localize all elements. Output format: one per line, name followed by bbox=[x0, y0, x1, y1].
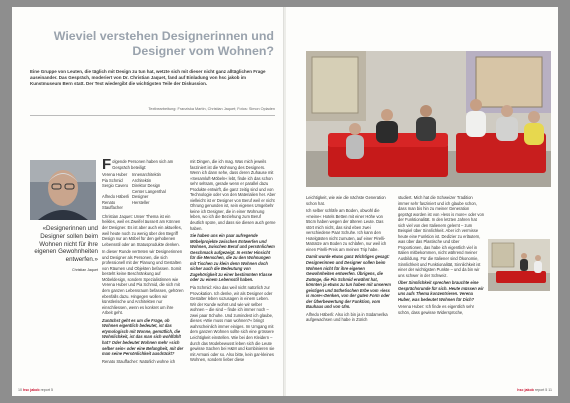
footer-left bbox=[18, 388, 53, 392]
left-page bbox=[12, 7, 284, 396]
photo-credit: Textbearbeitung: Franziska Martin, Christian Jaquet; Fotos: Simon Opladen bbox=[148, 107, 275, 111]
paragraph: Christian Jaquet: Unser Thema ist ein heikles, weil es Zweifel äussert am Können der Designer. Es ist aber auch ein aktuelles, weil heute noch zu wenig über den Begriff Design nur an Möbel für den gehobenen Lebensstil oder an Statusprodukte denken. bbox=[102, 213, 182, 247]
participant-role: Center Langenthal bbox=[132, 188, 166, 194]
participant-name: Renato Stauffacher bbox=[102, 199, 123, 211]
page-number: 10 bbox=[18, 388, 22, 392]
page-number: 11 bbox=[548, 388, 552, 392]
text-column-4 bbox=[398, 195, 484, 317]
pull-quote-author: Christian Jaquet bbox=[72, 268, 98, 272]
discussion-image bbox=[306, 51, 551, 187]
paragraph: Alfredo Häberli: Also ich bin ja in Südamerika aufgewachsen und habe in Zürich bbox=[306, 311, 388, 323]
pull-quote: «Designerinnen und Designer sollen beim Wohnen nicht für ihre eigenen Gewohnheiten entwerfen.» bbox=[34, 225, 98, 264]
participant-name: Sergio Cavero bbox=[102, 183, 129, 189]
portrait-image bbox=[30, 160, 96, 220]
paragraph: Pia Schmid: Also das weil nicht natürlich zur Provokation. Ich denke, wir als Designer oder Gestalter leben sozusagen in einem Leben. Wir der Kunde wohnt und wie wir selber wohnen – die sind – finde ich immer noch – zwei paar Schuhe. Und zumindest ich glaube, dieses »Wie muss man wohnen?« bringt wahrscheinlich immer einiges. Im Umgang mit dem ganzen Wohnen sollte sich eine grössere Leichtigkeit einstellen. Wie bei den Kleidern – durch das Modebewusst leben sich die Leute gewisse Sachen bei H&M und kombinieren sie mit Armani oder so. Also bitte, kein gar-kleines Wohnen, sondern lieber diese bbox=[190, 285, 275, 363]
question: Sie haben uns ein paar aufregende Möbelprojekte zwischen Entwerfen und Wohnen, zwischen Beruf und persönlichem Geschmack aufgezeigt. In erster Hinsicht für die Menschen, die zu den Wohnungen mit Tischen zu klein denn Wohnen doch sicher auch die Bedeutung von Zugehörigkeit zu einer bestimmten Klasse oder zu einem Lebensstil haben. bbox=[190, 233, 275, 283]
participant-name: Pia Schmid bbox=[102, 177, 123, 183]
text-column-2 bbox=[190, 159, 276, 365]
participant-role: Hersteller bbox=[132, 199, 150, 205]
text-column-3 bbox=[306, 195, 392, 325]
issue-label: report 5 bbox=[534, 388, 548, 392]
paragraph: Leichtigkeit, wie wie die nächste Generation schon hat. bbox=[306, 195, 386, 206]
question: Über Sinnlichkeit sprechen brauchte eine Gesprächsrunde für sich. Heute müssen wir uns aufs Thema konzentrieren. Verena Huber, was bedeutet Wohnen für Dich? bbox=[398, 280, 484, 302]
participant-role: Direktor Design bbox=[132, 183, 161, 189]
paragraph: studiert. Mich hat die Schweizer Tradition immer sehr fasziniert und ich glaube schon, dass man bis hin zu meiner Generation geprägt worden ist von »less is more« oder von der Funktionalität. In den letzten Jahren hat sich viel von den Italienern gelernt – zum Beispiel über Sinnlichkeit. Aber ich vermisse heute eine Funktion ist. Dedizier zu erläutern, was über das Plastische und über Proportionen, das habe ich eigentlich viel in Italien mitbekommen, nicht während meiner Ausbildung. Für die Italiener sind Ökonomie, Sinnlichkeit und Funktionalität, Sinnlichkeit ist einer der wichtigsten Punkte – und da bin wir uns schwer in der Schweiz. bbox=[398, 195, 485, 278]
portrait-photo bbox=[30, 160, 96, 220]
brand-name: hsc jakob bbox=[517, 388, 534, 392]
brand-name: hsc jakob bbox=[23, 388, 40, 392]
divider bbox=[30, 115, 275, 116]
paragraph: mit Dingen, die ich mag. Was mich jeweils fasziniert ist die Wohnung des Designers. Wenn ich dann sehe, dass deren Zuhause mit »Sesamluft-Möbeln« lebt, finde ich das schon sehr seltsam, gerade wenn er parallel dazu Produkte entwirft, die ganz zeitig sind und von Technologie oder von den Materialien her. Aber vielleicht ist er Designer von Beruf weil er nicht Ohrung genunden ist, sein eigenes Umgebehr keine ich Designer, die in einer Wohnung leben, wo ich die Beziehung zum Beruf deutlich spüre, und dass sie diesen auch gerne haben. bbox=[190, 159, 276, 231]
paragraph: Ich selber schläfe am Boden, obwohl die »meine« Hotels Betten mit einer Höhe von 55cm haben wegen der älteren Leute. Das stört mich nicht, das sind eben zwei verschiedene Paar Schuhe. Ich kann den Hotelgästen nicht zumuten, auf einer Pirelli-Matratze am Boden zu schlafen, nur weil ich einen Pirelli-Preis am meinen Trip habe. bbox=[306, 208, 387, 252]
participants-list bbox=[102, 172, 184, 211]
question: Zunächst geht es um die Frage, ob Wohnen eigentlich bedeutet, ist das etymologisch mit Wonne, gemütlich, die Wohnlichkeit, ist das man sich wohlfühlt hat? Oder bedeutet Wohnen mehr »sich selber sein« oder eine Befangheit, mit der man seine Persönlichkeit ausdrückt? bbox=[102, 317, 184, 357]
inset-image bbox=[488, 239, 550, 291]
intro-text: olgende Personen haben sich am Gespräch beteiligt: bbox=[112, 159, 174, 170]
text-column-1 bbox=[102, 156, 184, 366]
question: Damit wurde etwas ganz Wichtiges gesagt: Designerinnen und Designer sollen beim Wohnen nicht für ihre eigenen Gewohnheiten entwerfen. Übrigens, die Zwänge, die Pia Schmid erwähnt hat, könnten ja etwas zu tun haben mit unserem geistigen und ästhetischen Erbe vom »less is more«-Denken, von der guten Form oder der Überbewertung der Funktion, vom Bauhaus und von Ulm. bbox=[306, 254, 391, 310]
inset-photo bbox=[488, 239, 550, 291]
article-lede: Eine Gruppe von Leuten, die täglich mit Design zu tun hat, wetzte sich mit dieser nicht ganz alltäglichen Frage auseinander. Das Gespräch, moderiert von Dr. Christian Jaquet, fand auf Einladung von hsc jakob im Kunstmuseum Bern statt. Der Text wiedergibt die wichtigsten Teile der Diskussion. bbox=[30, 69, 266, 86]
participant-role: Innenarchitektin bbox=[132, 172, 161, 178]
paragraph: In dieser Runde vertreten wir Designerinnen und Designer als Personen, die sich professionell mit der Planung und Gestalten von Räumen und Objekten befassen. Somit besteht keine Beschränkung auf Möbeldesign, sondern Spezialistinnen wie Verena Huber und Pia Schmid, die sich mit dem ganzen Lebensraum befassen, gehören ebenfalls dazu. Hingegen wollen wir künstlerische und Architekten nur einschliessen, wenn es konkret um ihre Arbeit geht. bbox=[102, 249, 184, 316]
participant-name: Verena Huber bbox=[102, 172, 128, 178]
participant-name: Alfredo Häberli bbox=[102, 194, 130, 200]
participant-role: Architektin bbox=[132, 177, 152, 183]
participant-role: Designer bbox=[132, 194, 149, 200]
paragraph: Renato Stauffacher: Natürlich wohne ich bbox=[102, 358, 176, 364]
paragraph: Verena Huber: Ich finde es eigentlich sehr schön, dass gewisse Widersprüche, bbox=[398, 304, 475, 315]
right-page bbox=[286, 7, 558, 396]
article-title: Wieviel verstehen Designerinnen und Designer vom Wohnen? bbox=[53, 29, 274, 58]
drop-cap: F bbox=[102, 156, 112, 173]
discussion-photo bbox=[306, 51, 551, 187]
issue-label: report 5 bbox=[40, 388, 53, 392]
footer-right bbox=[517, 388, 552, 392]
